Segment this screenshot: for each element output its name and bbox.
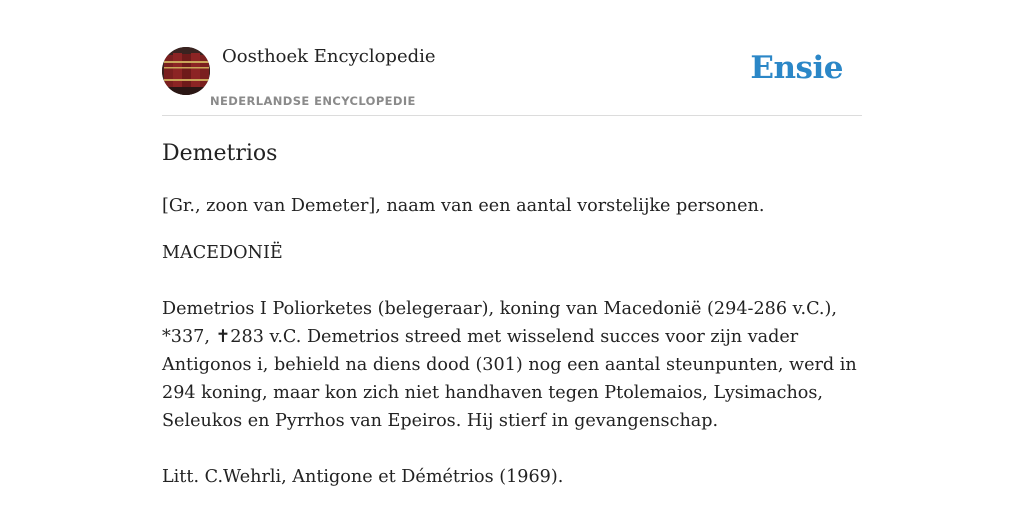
site-header bbox=[162, 0, 862, 116]
brand-logo-link[interactable]: Ensie bbox=[750, 50, 843, 86]
section-heading: MACEDONIË bbox=[162, 243, 283, 263]
site-subtitle: NEDERLANDSE ENCYCLOPEDIE bbox=[210, 94, 416, 108]
site-title[interactable]: Oosthoek Encyclopedie bbox=[222, 46, 436, 67]
literature-reference: Litt. C.Wehrli, Antigone et Démétrios (1969). bbox=[162, 467, 564, 487]
article-title: Demetrios bbox=[162, 141, 278, 166]
article-paragraph: Demetrios I Poliorketes (belegeraar), koning van Macedonië (294-286 v.C.), *337, ✝283 v.C. Demetrios streed met wisselend succes voor zijn vader Antigonos i, behield na diens dood (301) nog een aantal steunpunten, werd in 294 koning, maar kon zich niet handhaven tegen Ptolemaios, Lysimachos, Seleukos en Pyrrhos van Epeiros. Hij stierf in gevangenschap. bbox=[162, 299, 857, 431]
article-intro: [Gr., zoon van Demeter], naam van een aantal vorstelijke personen. bbox=[162, 196, 765, 216]
page-container bbox=[162, 0, 862, 487]
encyclopedia-books-icon[interactable] bbox=[162, 47, 210, 95]
